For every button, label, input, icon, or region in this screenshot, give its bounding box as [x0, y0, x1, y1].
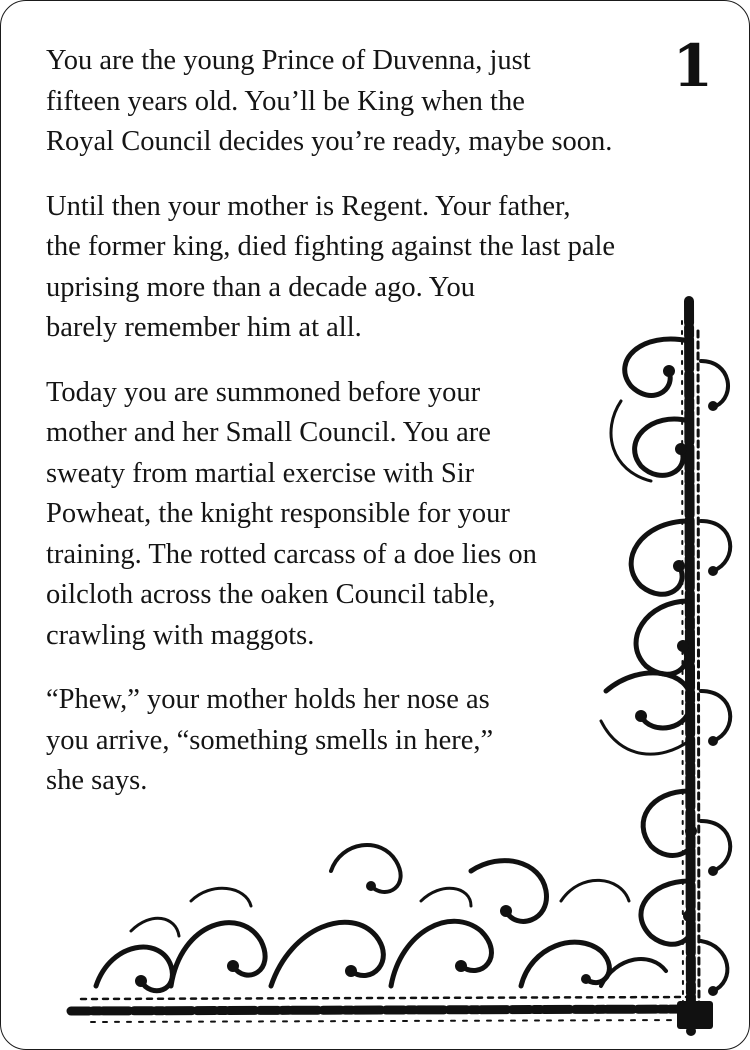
card-number: 1 — [672, 32, 713, 100]
text-line: sweaty from martial exercise with Sir — [46, 457, 475, 489]
text-line: Powheat, the knight responsible for your — [46, 498, 510, 529]
text-line: uprising more than a decade ago. You — [46, 271, 475, 303]
text-line: “Phew,” your mother holds her nose as — [46, 684, 490, 715]
text-line: oilcloth across the oaken Council table, — [46, 579, 496, 610]
text-line: crawling with maggots. — [46, 619, 315, 651]
paragraph — [46, 41, 696, 163]
text-line: fifteen years old. You’ll be King when the — [46, 85, 525, 117]
text-line: Until then your mother is Regent. Your father, — [46, 190, 571, 222]
text-line: Royal Council decides you’re ready, maybe soon. — [46, 126, 613, 157]
paragraph — [46, 373, 696, 657]
story-text — [46, 41, 696, 826]
text-line: training. The rotted carcass of a doe lies on — [46, 538, 537, 570]
text-line: she says. — [46, 765, 148, 796]
text-line: Today you are summoned before your — [46, 376, 481, 408]
text-line: You are the young Prince of Duvenna, just — [46, 45, 531, 76]
text-line: mother and her Small Council. You are — [46, 417, 491, 448]
text-line: the former king, died fighting against the last pale — [46, 231, 616, 262]
paragraph — [46, 187, 696, 349]
text-line: barely remember him at all. — [46, 312, 362, 343]
paragraph — [46, 680, 696, 802]
text-line: you arrive, “something smells in here,” — [46, 724, 494, 756]
